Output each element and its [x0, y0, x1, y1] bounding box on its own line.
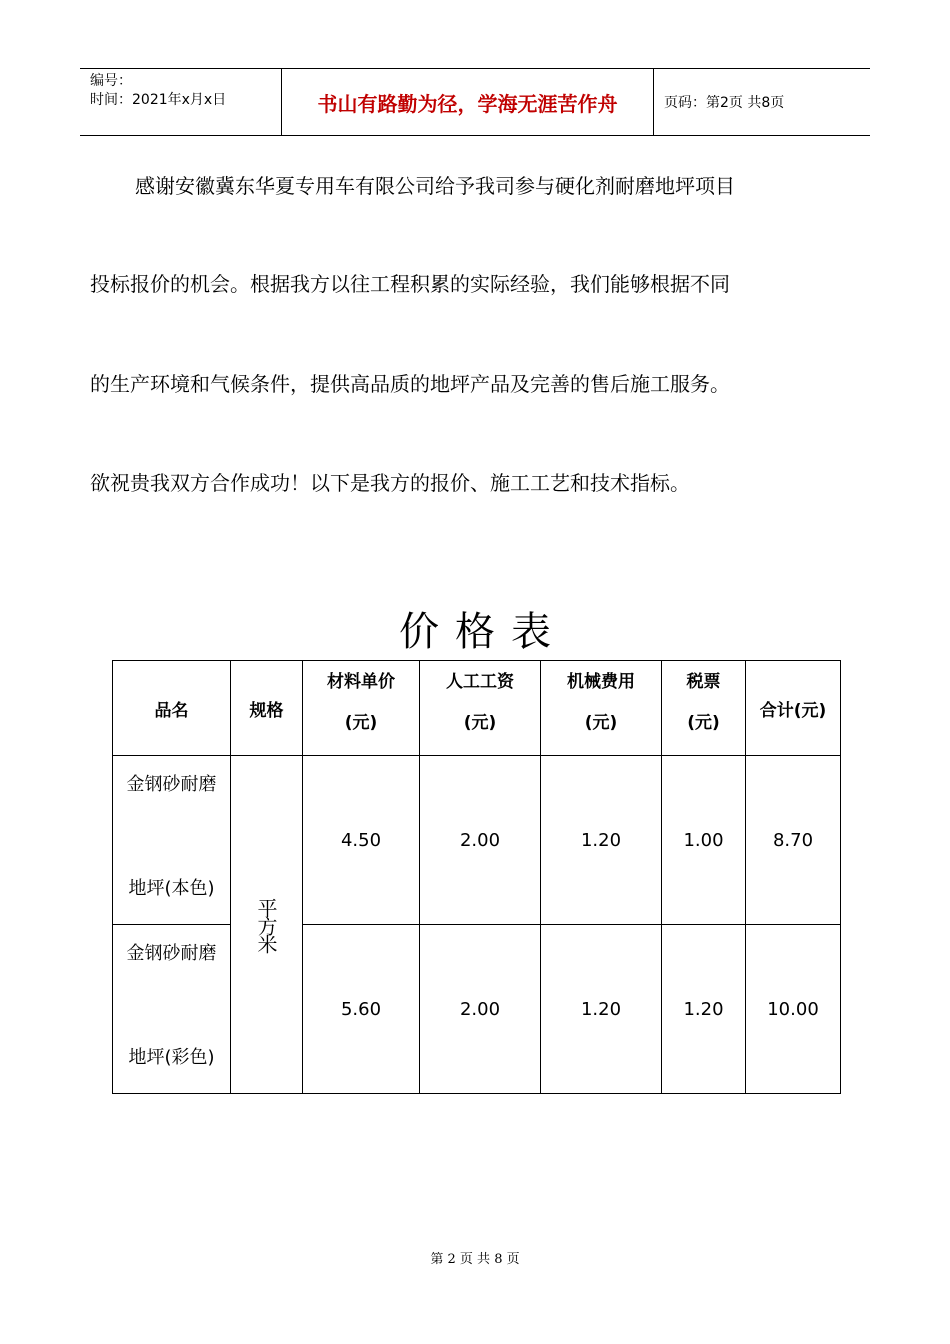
cell-machine: 1.20 [541, 756, 662, 925]
header-material-line1: 材料单价 [327, 672, 395, 692]
header-material [303, 661, 420, 756]
cell-labor: 2.00 [420, 925, 541, 1094]
header-machine-line1: 机械费用 [567, 672, 635, 692]
row-name-line2: 地坪(本色) [128, 878, 215, 899]
cell-material: 5.60 [303, 925, 420, 1094]
header-labor-line2: (元) [463, 713, 497, 733]
header-tax-line1: 税票 [686, 672, 721, 692]
cell-machine: 1.20 [541, 925, 662, 1094]
header-tax-line2: (元) [687, 713, 720, 733]
table-header-row [113, 661, 841, 756]
price-table [112, 660, 841, 1094]
table-row [113, 756, 841, 925]
row-name [113, 925, 231, 1094]
header-labor-line1: 人工工资 [446, 672, 514, 692]
row-name-line2: 地坪(彩色) [128, 1047, 215, 1068]
row-name [113, 756, 231, 925]
header-machine [541, 661, 662, 756]
table-row [113, 925, 841, 1094]
cell-tax: 1.00 [662, 756, 746, 925]
page-footer: 第 2 页 共 8 页 [430, 1252, 520, 1267]
body-line-1: 感谢安徽冀东华夏专用车有限公司给予我司参与硬化剂耐磨地坪项目 [135, 174, 735, 198]
cell-material: 4.50 [303, 756, 420, 925]
header-material-line2: (元) [344, 713, 378, 733]
cell-total: 10.00 [746, 925, 841, 1094]
header-total: 合计(元) [746, 661, 841, 756]
row-name-line1: 金钢砂耐磨 [126, 774, 217, 795]
header-tax [662, 661, 746, 756]
spec-value: 平方米 [254, 897, 278, 952]
cell-total: 8.70 [746, 756, 841, 925]
header-motto: 书山有路勤为径，学海无涯苦作舟 [282, 69, 654, 135]
header-meta [80, 69, 282, 135]
body-line-3: 的生产环境和气候条件，提供高品质的地坪产品及完善的售后施工服务。 [90, 372, 730, 396]
page-header [80, 68, 870, 136]
time-label: 时间：2021年x月x日 [90, 92, 227, 108]
spec-cell [231, 756, 303, 1094]
cell-labor: 2.00 [420, 756, 541, 925]
table-title: 价格表 [399, 609, 567, 655]
header-name: 品名 [113, 661, 231, 756]
cell-tax: 1.20 [662, 925, 746, 1094]
header-machine-line2: (元) [584, 713, 618, 733]
body-line-4: 欲祝贵我双方合作成功！以下是我方的报价、施工工艺和技术指标。 [90, 471, 690, 495]
row-name-line1: 金钢砂耐磨 [126, 943, 217, 964]
header-spec: 规格 [231, 661, 303, 756]
number-label: 编号： [90, 73, 132, 89]
body-line-2: 投标报价的机会。根据我方以往工程积累的实际经验，我们能够根据不同 [90, 272, 730, 296]
header-labor [420, 661, 541, 756]
header-page-info: 页码：第2页 共8页 [664, 95, 785, 111]
